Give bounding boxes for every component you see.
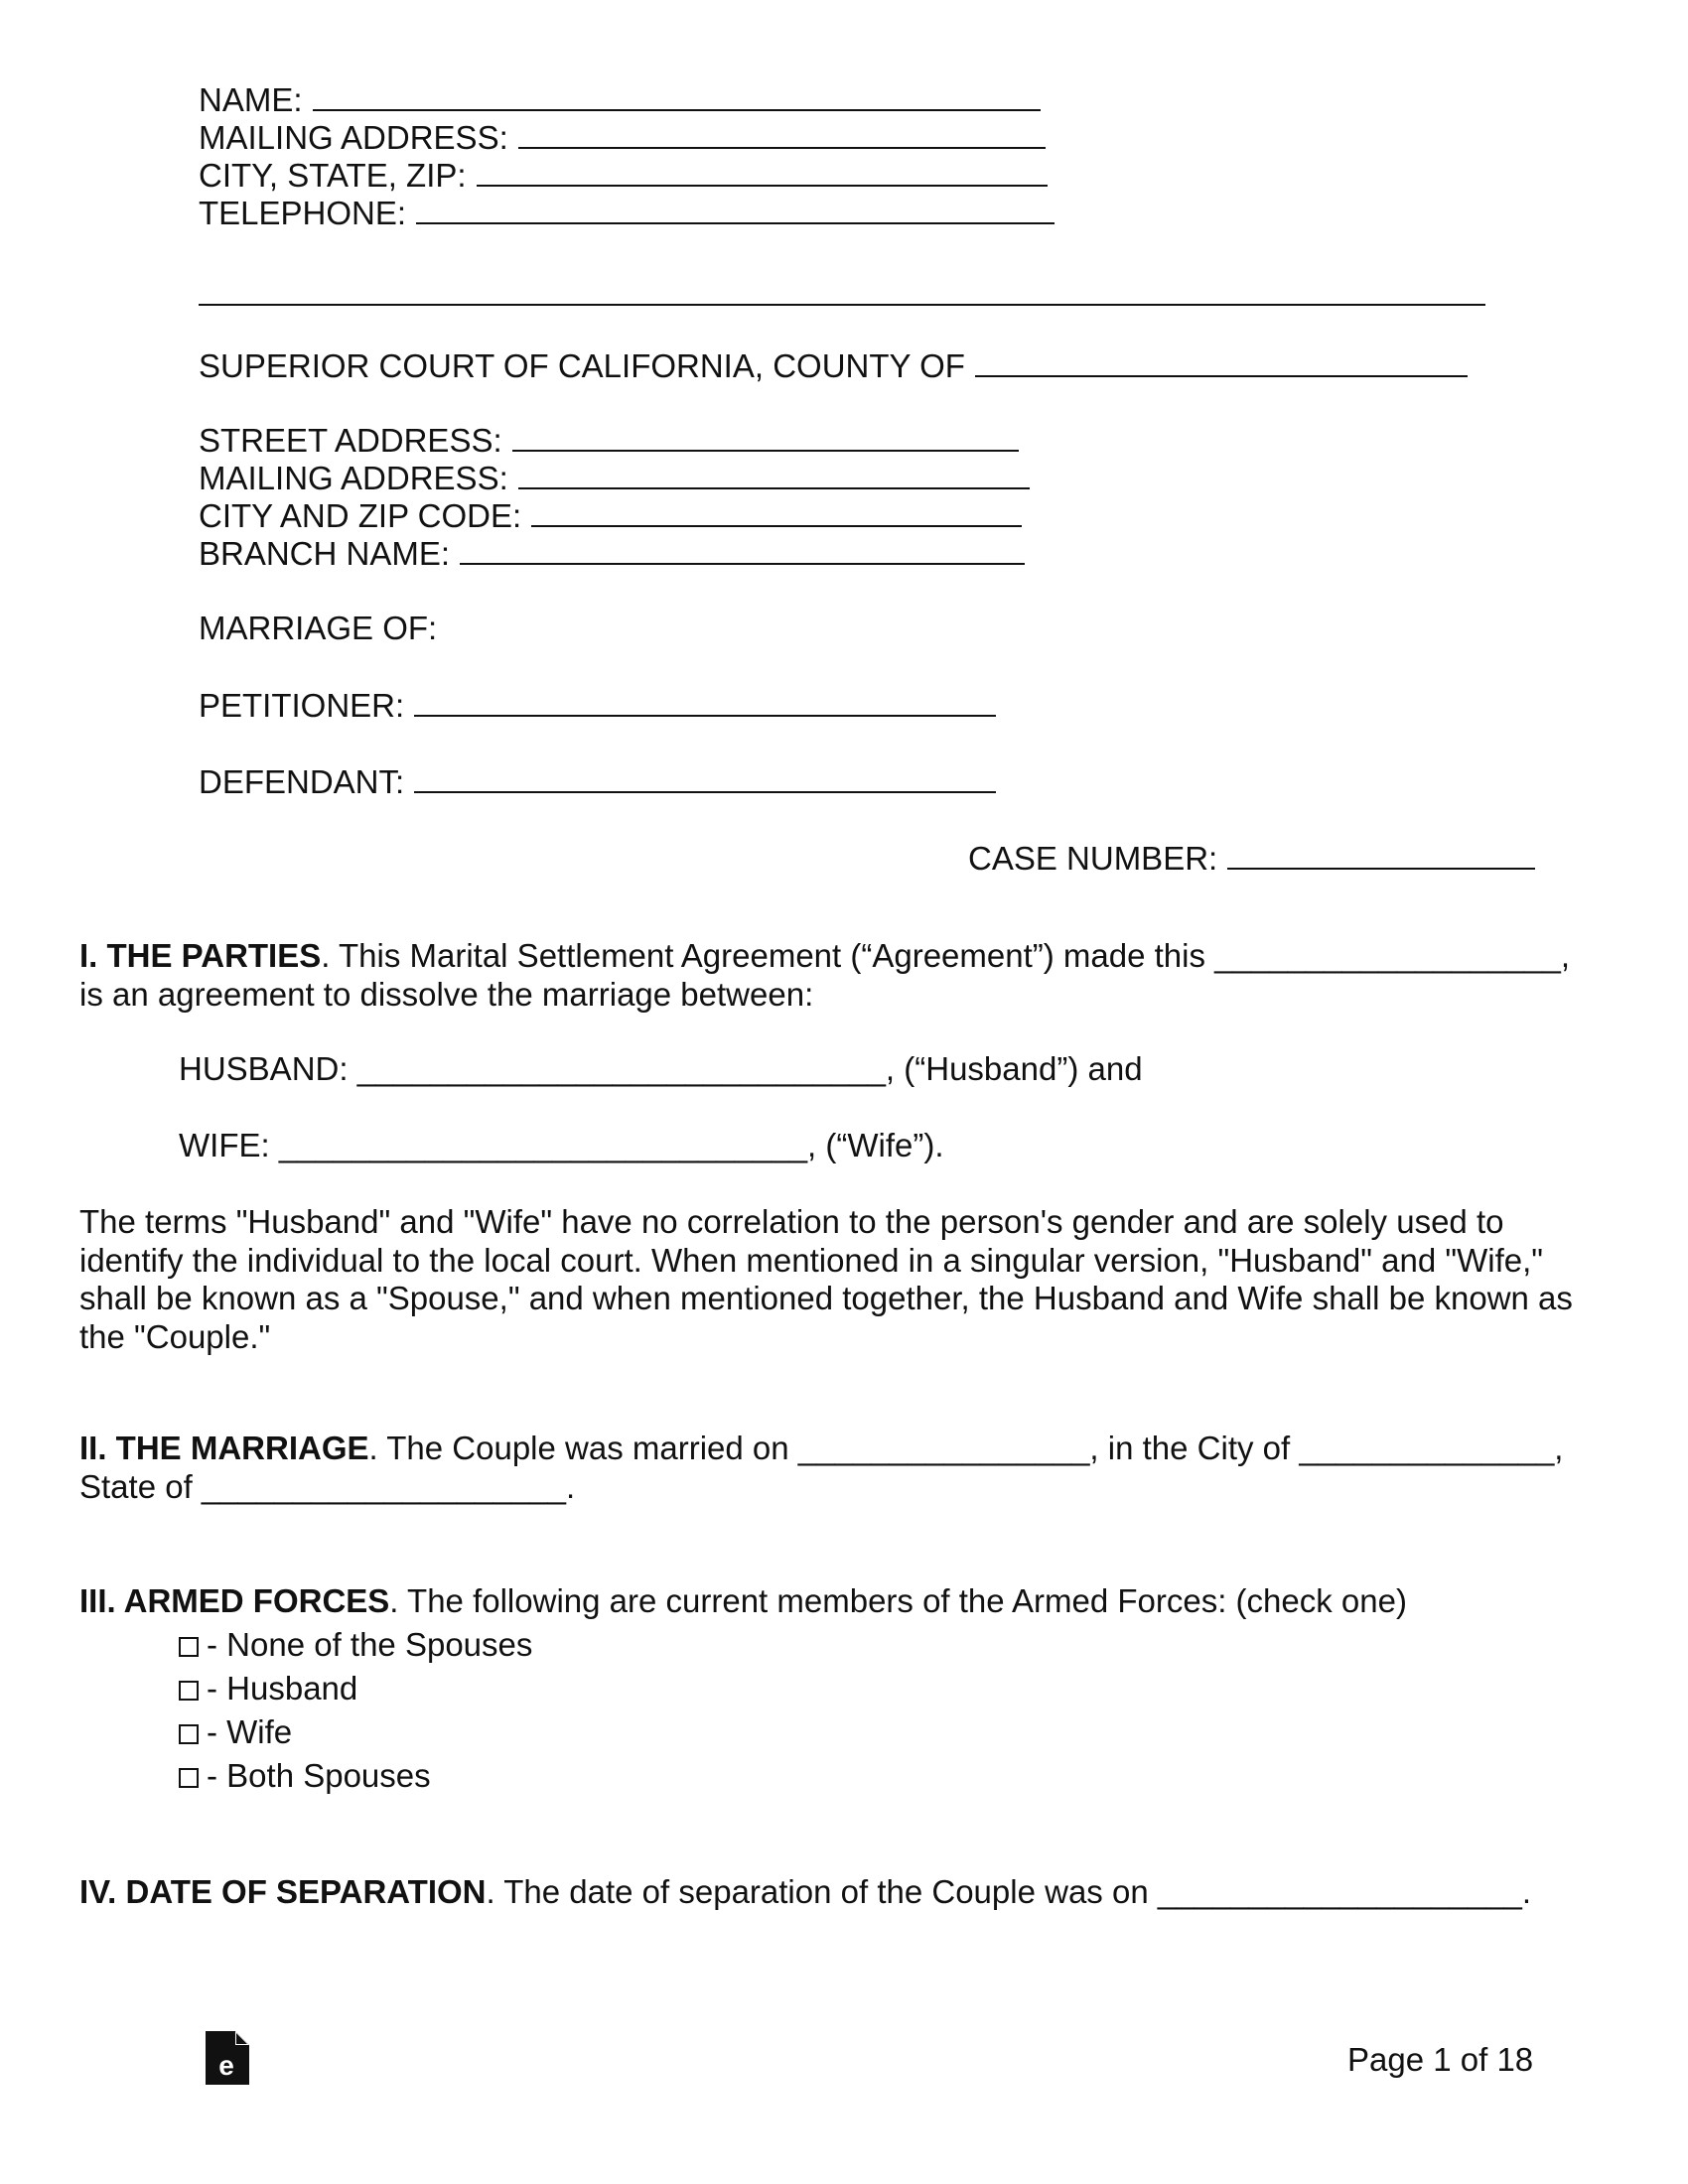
- page-number: Page 1 of 18: [1347, 2041, 1534, 2078]
- armed-option-wife-label: - Wife: [207, 1713, 293, 1750]
- county-field[interactable]: [975, 345, 1468, 377]
- case-number-label: CASE NUMBER:: [968, 840, 1218, 877]
- telephone-field[interactable]: [416, 193, 1055, 224]
- checkbox-both[interactable]: [179, 1768, 199, 1788]
- street-address-row: [199, 420, 1019, 460]
- terms-line-3: shall be known as a "Spouse," and when mentioned together, the Husband and Wife shall be known as: [79, 1280, 1573, 1316]
- city-zip-row: [199, 495, 1022, 535]
- svg-text:e: e: [218, 2050, 234, 2081]
- section-marriage-heading: II. THE MARRIAGE: [79, 1430, 369, 1466]
- armed-option-husband-label: - Husband: [207, 1670, 358, 1706]
- court-title-row: [199, 345, 1468, 385]
- section-separation-heading: IV. DATE OF SEPARATION: [79, 1873, 487, 1910]
- court-title: SUPERIOR COURT OF CALIFORNIA, COUNTY OF: [199, 347, 965, 384]
- armed-option-both-label: - Both Spouses: [207, 1757, 431, 1794]
- city-state-zip-label: CITY, STATE, ZIP:: [199, 157, 467, 194]
- court-mailing-field[interactable]: [518, 458, 1030, 489]
- telephone-label: TELEPHONE:: [199, 195, 407, 231]
- checkbox-husband[interactable]: [179, 1681, 199, 1701]
- armed-option-both[interactable]: [179, 1757, 431, 1795]
- city-state-zip-row: [199, 155, 1048, 195]
- street-address-label: STREET ADDRESS:: [199, 422, 502, 459]
- name-label: NAME:: [199, 81, 303, 118]
- section-parties-heading: I. THE PARTIES: [79, 937, 322, 974]
- court-mailing-label: MAILING ADDRESS:: [199, 460, 508, 496]
- branch-name-label: BRANCH NAME:: [199, 535, 451, 572]
- section-parties-line2: is an agreement to dissolve the marriage between:: [79, 975, 814, 1013]
- section-separation: [79, 1873, 1609, 1912]
- name-row: [199, 79, 1041, 119]
- husband-line: HUSBAND: _____________________________, (“Husband”) and: [179, 1050, 1143, 1087]
- section-armed-forces: [79, 1582, 1609, 1621]
- section-parties: [79, 937, 1609, 1014]
- section-parties-line1: . This Marital Settlement Agreement (“Agreement”) made this ___________________,: [321, 937, 1571, 974]
- terms-line-1: The terms "Husband" and "Wife" have no correlation to the person's gender and are solely used to: [79, 1203, 1504, 1240]
- branch-name-field[interactable]: [460, 533, 1025, 565]
- defendant-field[interactable]: [414, 761, 996, 793]
- mailing-address-label: MAILING ADDRESS:: [199, 119, 508, 156]
- mailing-address-field[interactable]: [518, 117, 1046, 149]
- name-field[interactable]: [313, 79, 1041, 111]
- mailing-address-row: [199, 117, 1046, 157]
- defendant-row: [199, 761, 996, 801]
- checkbox-wife[interactable]: [179, 1724, 199, 1744]
- wife-line: WIFE: _____________________________, (“Wife”).: [179, 1127, 944, 1163]
- petitioner-field[interactable]: [414, 685, 996, 717]
- petitioner-row: [199, 685, 996, 725]
- armed-option-none-label: - None of the Spouses: [207, 1626, 533, 1663]
- case-number-field[interactable]: [1227, 838, 1535, 870]
- terms-paragraph: [79, 1203, 1609, 1356]
- terms-line-4: the "Couple.": [79, 1317, 271, 1355]
- header-divider: [199, 304, 1485, 306]
- armed-option-wife[interactable]: [179, 1713, 292, 1751]
- city-state-zip-field[interactable]: [477, 155, 1048, 187]
- armed-option-husband[interactable]: [179, 1670, 357, 1707]
- checkbox-none[interactable]: [179, 1637, 199, 1657]
- defendant-label: DEFENDANT:: [199, 763, 405, 800]
- telephone-row: [199, 193, 1055, 232]
- city-zip-field[interactable]: [531, 495, 1022, 527]
- section-marriage-line2: State of ____________________.: [79, 1467, 576, 1505]
- branch-name-row: [199, 533, 1025, 573]
- section-marriage-line1: . The Couple was married on ________________, in the City of ______________,: [368, 1430, 1564, 1466]
- eforms-logo-icon: [206, 2031, 249, 2085]
- case-number-row: [968, 838, 1535, 878]
- petitioner-label: PETITIONER:: [199, 687, 405, 724]
- armed-option-none[interactable]: [179, 1626, 532, 1664]
- section-armed-forces-heading: III. ARMED FORCES: [79, 1582, 390, 1619]
- court-mailing-row: [199, 458, 1030, 497]
- section-armed-forces-intro: . The following are current members of the Armed Forces: (check one): [389, 1582, 1407, 1619]
- terms-line-2: identify the individual to the local court. When mentioned in a singular version, "Husband" and "Wife,": [79, 1241, 1543, 1279]
- street-address-field[interactable]: [512, 420, 1019, 452]
- city-zip-label: CITY AND ZIP CODE:: [199, 497, 522, 534]
- section-marriage: [79, 1430, 1609, 1506]
- section-separation-text: . The date of separation of the Couple was on ____________________.: [486, 1873, 1532, 1910]
- marriage-of-label: MARRIAGE OF:: [199, 610, 438, 646]
